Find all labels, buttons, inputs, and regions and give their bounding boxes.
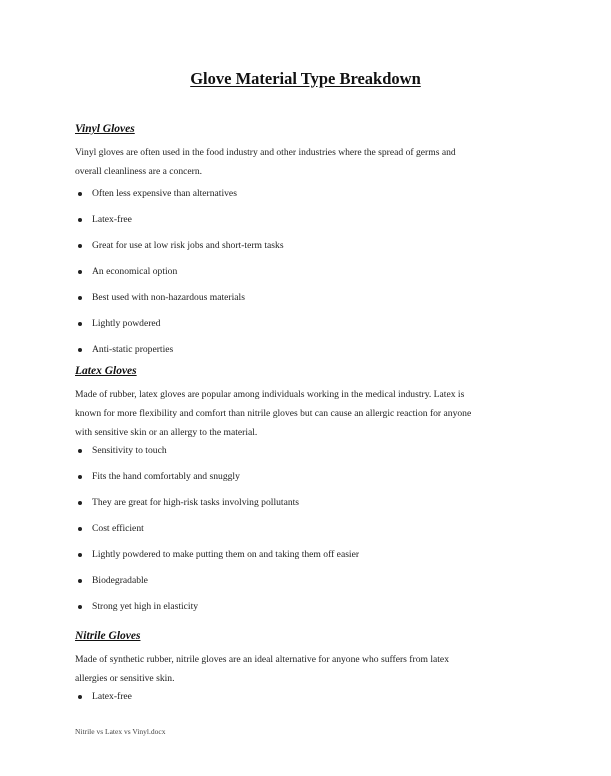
nitrile-description: [75, 650, 545, 688]
bullet-icon: [78, 605, 82, 609]
nitrile-bullet-list: [75, 690, 545, 716]
bullet-icon: [78, 579, 82, 583]
list-item: Strong yet high in elasticity: [75, 600, 545, 626]
list-item: Biodegradable: [75, 574, 545, 600]
vinyl-description: [75, 143, 545, 181]
paragraph-line: Vinyl gloves are often used in the food industry and other industries where the spread of germs and: [75, 147, 456, 158]
list-item: Sensitivity to touch: [75, 444, 545, 470]
vinyl-bullet-list: [75, 187, 545, 369]
bullet-icon: [78, 501, 82, 505]
bullet-icon: [78, 244, 82, 248]
latex-bullet-list: [75, 444, 545, 626]
section-heading-vinyl: Vinyl Gloves: [75, 123, 135, 135]
section-heading-nitrile: Nitrile Gloves: [75, 630, 141, 642]
bullet-icon: [78, 553, 82, 557]
bullet-icon: [78, 527, 82, 531]
paragraph-line: allergies or sensitive skin.: [75, 673, 175, 684]
list-item: Lightly powdered: [75, 317, 545, 343]
list-item: Best used with non-hazardous materials: [75, 291, 545, 317]
list-item: Latex-free: [75, 213, 545, 239]
list-item: Often less expensive than alternatives: [75, 187, 545, 213]
bullet-icon: [78, 475, 82, 479]
bullet-icon: [78, 218, 82, 222]
list-item: Anti-static properties: [75, 343, 545, 369]
latex-gloves-section: [75, 363, 545, 626]
bullet-icon: [78, 322, 82, 326]
bullet-icon: [78, 270, 82, 274]
document-title: Glove Material Type Breakdown: [190, 69, 421, 88]
bullet-icon: [78, 449, 82, 453]
vinyl-gloves-section: [75, 121, 545, 369]
list-item: An economical option: [75, 265, 545, 291]
paragraph-line: with sensitive skin or an allergy to the material.: [75, 427, 258, 438]
bullet-icon: [78, 296, 82, 300]
paragraph-line: Made of synthetic rubber, nitrile gloves are an ideal alternative for anyone who suffers from latex: [75, 654, 449, 665]
list-item: Fits the hand comfortably and snuggly: [75, 470, 545, 496]
list-item: They are great for high-risk tasks involving pollutants: [75, 496, 545, 522]
bullet-icon: [78, 695, 82, 699]
list-item: Latex-free: [75, 690, 545, 716]
list-item: Lightly powdered to make putting them on and taking them off easier: [75, 548, 545, 574]
bullet-icon: [78, 192, 82, 196]
bullet-icon: [78, 348, 82, 352]
list-item: Cost efficient: [75, 522, 545, 548]
nitrile-gloves-section: [75, 628, 545, 716]
paragraph-line: overall cleanliness are a concern.: [75, 166, 203, 177]
latex-description: [75, 385, 545, 442]
section-heading-latex: Latex Gloves: [75, 365, 137, 377]
list-item: Great for use at low risk jobs and short-term tasks: [75, 239, 545, 265]
document-footer: Nitrile vs Latex vs Vinyl.docx: [75, 727, 166, 736]
paragraph-line: known for more flexibility and comfort than nitrile gloves but can cause an allergic reaction for anyone: [75, 408, 472, 419]
paragraph-line: Made of rubber, latex gloves are popular among individuals working in the medical industry. Latex is: [75, 389, 465, 400]
